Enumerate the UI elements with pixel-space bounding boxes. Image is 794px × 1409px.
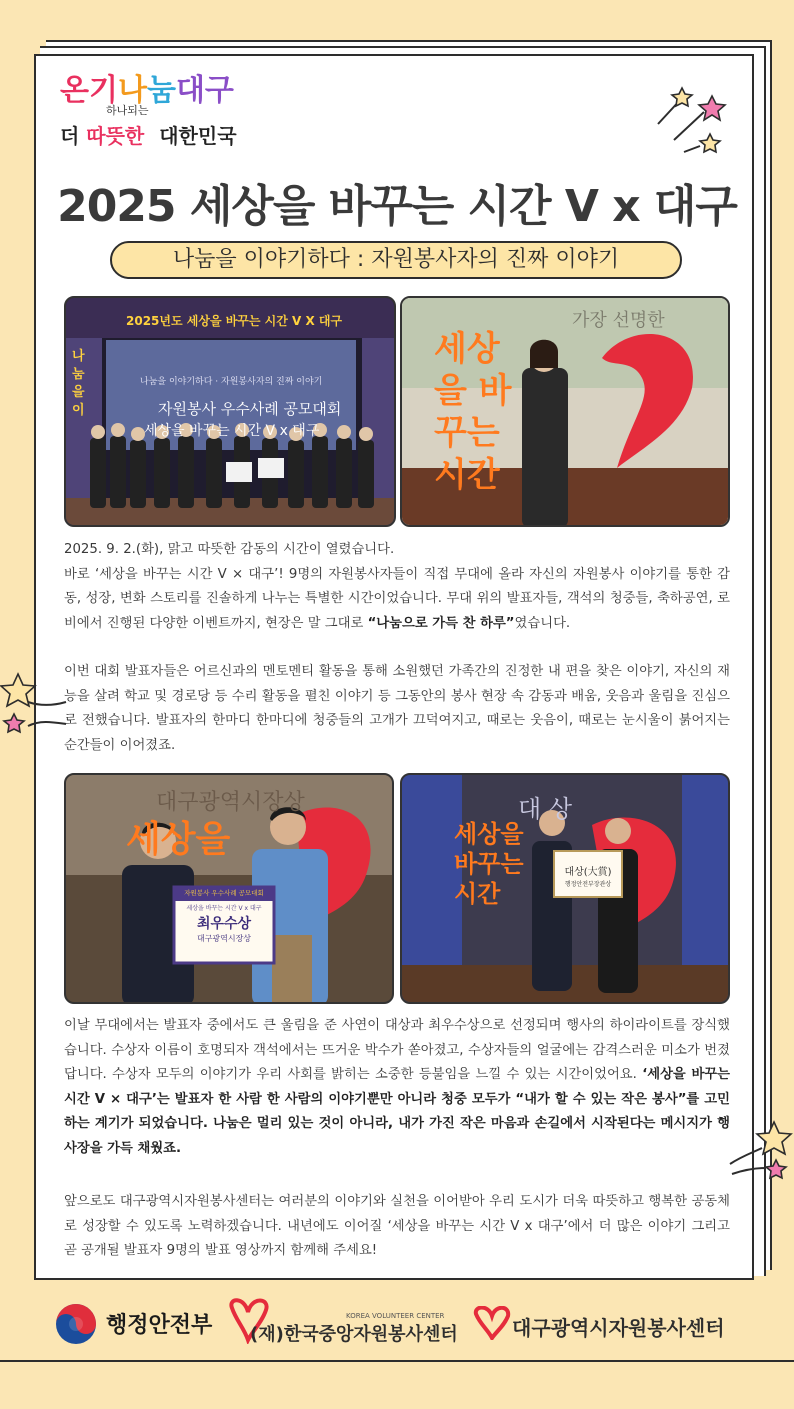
awards-highlight: ‘세상을 바꾸는 시간 V × 대구’는 발표자 한 사람 한 사람의 이야기뿐만 아니라 청중 모두가 “내가 할 수 있는 작은 봉사”를 고민하는 계기가 되었습니다. 나눔은 멀리 있는 것이 아니라, 내가 가진 작은 마음과 손길에서 시작된다는 메시지가 행사장을 가득 채웠죠. bbox=[64, 1067, 731, 1156]
photo4-sign: 세상을 바꾸는 시간 bbox=[454, 820, 524, 908]
logo-part-na: 나 bbox=[117, 73, 147, 108]
photo3-board-mid: 세상을 바꾸는 시간 V x 대구 bbox=[186, 905, 262, 912]
taegeuk-icon bbox=[54, 1302, 98, 1346]
photo3-board-award: 최우수상 bbox=[196, 916, 252, 932]
photo1-screen-line1: 자원봉사 우수사례 공모대회 bbox=[158, 400, 342, 418]
photo4-board-award: 대상(大賞) bbox=[564, 867, 612, 878]
logo-sub: 하나되는 bbox=[106, 104, 149, 117]
paragraph-closing: 앞으로도 대구광역시자원봉사센터는 여러분의 이야기와 실천을 이어받아 우리 도시가 더욱 따뜻하고 행복한 공동체로 성장할 수 있도록 노력하겠습니다. 내년에도 이어질 ‘세상을 바꾸는 시간 V x 대구’에서 더 많은 이야기 그리고 곧 공개될 발표자 9명의 발표 영상까지 함께해 주세요! bbox=[64, 1194, 730, 1258]
logo-word-warm: 따뜻한 bbox=[86, 124, 145, 148]
logo-line2 bbox=[60, 120, 237, 149]
photo1-banner: 2025년도 세상을 바꾸는 시간 V X 대구 bbox=[126, 314, 343, 328]
photo2-backdrop: 가장 선명한 bbox=[572, 310, 665, 331]
photo1-screen-top: 나눔을 이야기하다 · 자원봉사자의 진짜 이야기 bbox=[140, 377, 323, 387]
org-mois: 행정안전부 bbox=[106, 1313, 213, 1338]
org-kvc-english: KOREA VOLUNTEER CENTER bbox=[346, 1312, 445, 1320]
logo-part-daegu: 대구 bbox=[175, 73, 234, 108]
photo4-backdrop: 대 상 bbox=[518, 795, 572, 823]
intro-body: 바로 ‘세상을 바꾸는 시간 V × 대구’! 9명의 자원봉사자들이 직접 무대에 올라 자신의 자원봉사 이야기를 통한 감동, 성장, 변화 스토리를 진솔하게 나누는 특별한 시간이었습니다. 무대 위의 발표자들, 객석의 청중들, 축하공연, 로비에서 진행된 다양한 이벤트까지, 현장은 말 그대로 bbox=[64, 566, 730, 631]
campaign-logo bbox=[60, 74, 237, 149]
photo-host-stage bbox=[400, 296, 730, 527]
org-daegu-center: 대구광역시자원봉사센터 bbox=[512, 1316, 725, 1340]
photo4-board-sub: 행정안전부장관상 bbox=[564, 881, 612, 888]
logo-word-deo: 더 bbox=[60, 124, 80, 148]
paragraph-awards bbox=[64, 1014, 730, 1161]
logo-word-korea: 대한민국 bbox=[159, 124, 237, 148]
photo3-sign: 세상을 bbox=[126, 819, 231, 860]
star-icon bbox=[726, 1120, 794, 1190]
photo2-sign: 세상을 바꾸는 시간 bbox=[434, 329, 512, 495]
photo3-board-sub: 대구광역시장상 bbox=[196, 934, 252, 943]
intro-highlight: “나눔으로 가득 찬 하루” bbox=[367, 615, 515, 631]
photo3-board-top: 자원봉사 우수사례 공모대회 bbox=[184, 889, 264, 897]
photo-award-top-prize bbox=[64, 773, 394, 1004]
org-kvc: (재)한국중앙자원봉사센터 bbox=[250, 1324, 458, 1345]
logo-part-ongi: 온기 bbox=[60, 73, 118, 108]
footer-divider bbox=[0, 1360, 794, 1362]
star-icon bbox=[0, 672, 70, 742]
logo-part-num: 눔 bbox=[146, 73, 176, 108]
subtitle-pill: 나눔을 이야기하다 : 자원봉사자의 진짜 이야기 bbox=[110, 241, 682, 279]
photo-group-ceremony bbox=[64, 296, 396, 527]
star-icon bbox=[652, 80, 732, 160]
paragraph-stories: 이번 대회 발표자들은 어르신과의 멘토멘티 활동을 통해 소원했던 가족간의 진정한 내 편을 찾은 이야기, 자신의 재능을 살려 학교 및 경로당 등 수리 활동을 펼친 이야기 등 그동안의 봉사 현장 속 감동과 배움, 웃음과 울림을 진심으로 전했습니다. 발표자의 한마디 한마디에 청중들의 고개가 끄덕여지고, 때로는 웃음이, 때로는 눈시울이 붉어지는 순간들이 이어졌죠. bbox=[64, 664, 730, 753]
paragraph-intro bbox=[64, 538, 730, 636]
photo1-screen-line2: 세상을 바꾸는 시간 V x 대구 bbox=[144, 423, 320, 439]
photo1-left-column: 나눔을이 bbox=[72, 349, 85, 418]
intro-end: 였습니다. bbox=[514, 615, 571, 631]
awards-body: 이날 무대에서는 발표자 중에서도 큰 울림을 준 사연이 대상과 최우수상으로 선정되며 행사의 하이라이트를 장식했습니다. 수상자 이름이 호명되자 객석에서는 뜨거운 박수가 쏟아졌고, 수상자들의 얼굴에는 감격스러운 미소가 번졌답니다. 수상자 모두의 이야기가 우리 사회를 밝히는 소중한 등불임을 느낄 수 있는 시간이었어요. bbox=[64, 1018, 730, 1082]
intro-date-line: 2025. 9. 2.(화), 맑고 따뜻한 감동의 시간이 열렸습니다. bbox=[64, 542, 395, 557]
page-title: 2025 세상을 바꾸는 시간 V x 대구 bbox=[57, 181, 737, 232]
photo3-backdrop: 대구광역시장상 bbox=[156, 790, 305, 815]
heart-v-icon bbox=[472, 1306, 512, 1340]
photo-award-grand-prize bbox=[400, 773, 730, 1004]
